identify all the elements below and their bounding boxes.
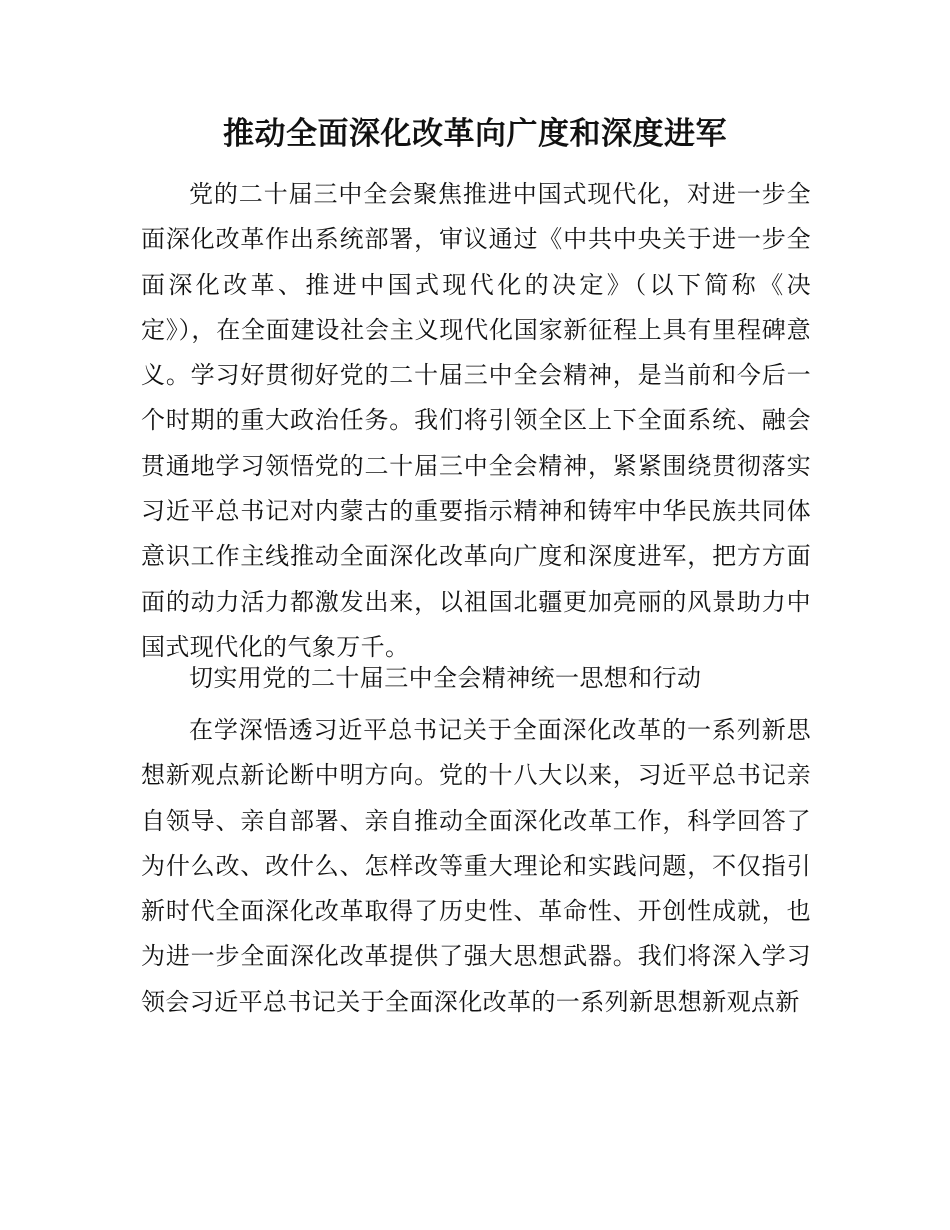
paragraph-intro: 党的二十届三中全会聚焦推进中国式现代化，对进一步全面深化改革作出系统部署，审议通过《中共中央关于进一步全面深化改革、推进中国式现代化的决定》（以下简称《决定》），在全面建设社会主义现代化国家新征程上具有里程碑意义。学习好贯彻好党的二十届三中全会精神，是当前和今后一个时期的重大政治任务。我们将引领全区上下全面系统、融会贯通地学习领悟党的二十届三中全会精神，紧紧围绕贯彻落实习近平总书记对内蒙古的重要指示精神和铸牢中华民族共同体意识工作主线推动全面深化改革向广度和深度进军，把方方面面的动力活力都激发出来，以祖国北疆更加亮丽的风景助力中国式现代化的气象万千。 bbox=[141, 180, 811, 661]
section-heading: 切实用党的二十届三中全会精神统一思想和行动 bbox=[189, 664, 702, 692]
document-title: 推动全面深化改革向广度和深度进军 bbox=[223, 116, 727, 152]
paragraph-section-body: 在学深悟透习近平总书记关于全面深化改革的一系列新思想新观点新论断中明方向。党的十八大以来，习近平总书记亲自领导、亲自部署、亲自推动全面深化改革工作，科学回答了为什么改、改什么、怎样改等重大理论和实践问题，不仅指引新时代全面深化改革取得了历史性、革命性、开创性成就，也为进一步全面深化改革提供了强大思想武器。我们将深入学习领会习近平总书记关于全面深化改革的一系列新思想新观点新 bbox=[141, 716, 811, 1016]
